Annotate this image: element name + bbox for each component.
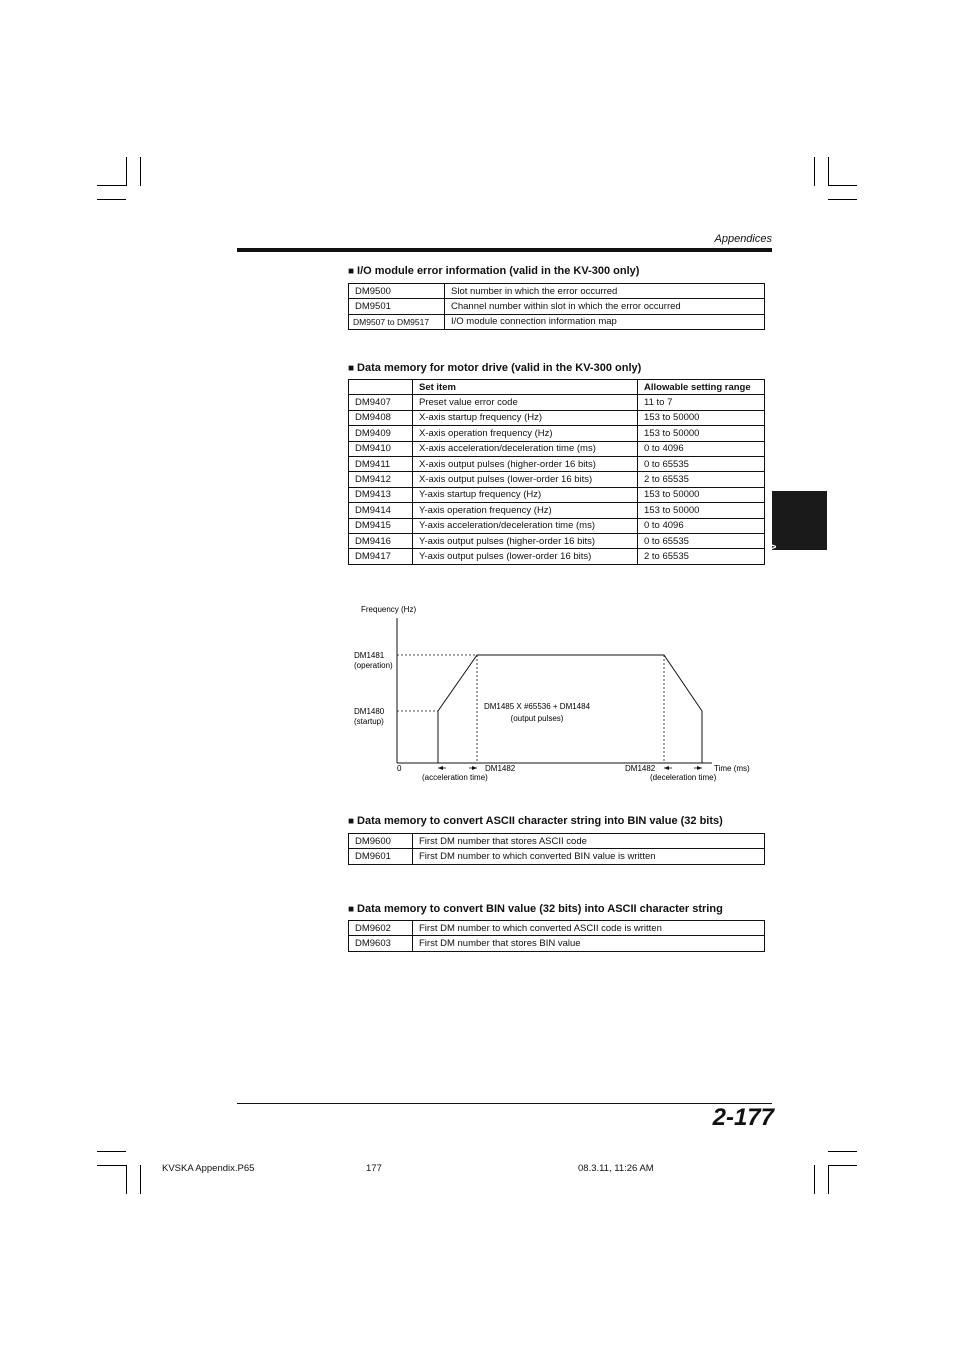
table-cell: Y-axis startup frequency (Hz) bbox=[413, 487, 638, 502]
column-header bbox=[349, 380, 413, 395]
table-row bbox=[349, 299, 765, 314]
io-error-title: I/O module error information (valid in the KV-300 only) bbox=[357, 265, 640, 277]
crop-mark bbox=[97, 1165, 126, 1166]
side-tab-label: Appendices bbox=[766, 543, 778, 603]
table-cell: DM9416 bbox=[349, 533, 413, 548]
y-axis-label: Frequency (Hz) bbox=[361, 605, 417, 614]
table-row bbox=[349, 936, 765, 951]
accel-time-sublabel: (acceleration time) bbox=[422, 773, 488, 782]
decel-time-label: DM1482 bbox=[625, 764, 656, 773]
table-cell: Y-axis output pulses (higher-order 16 bits) bbox=[413, 533, 638, 548]
table-cell: DM9507 to DM9517 bbox=[349, 314, 445, 329]
footer-page: 177 bbox=[366, 1163, 382, 1174]
accel-arrow-left-icon bbox=[438, 766, 446, 770]
ascii-bin-title: Data memory to convert ASCII character string into BIN value (32 bits) bbox=[357, 815, 723, 827]
decel-arrow-right-icon bbox=[694, 766, 702, 770]
section-side-tab bbox=[766, 491, 827, 603]
decel-time-sublabel: (deceleration time) bbox=[650, 773, 717, 782]
footer-timestamp: 08.3.11, 11:26 AM bbox=[578, 1163, 654, 1174]
table-cell: 153 to 50000 bbox=[638, 426, 765, 441]
table-cell: 11 to 7 bbox=[638, 395, 765, 410]
table-cell: DM9407 bbox=[349, 395, 413, 410]
crop-mark bbox=[828, 157, 829, 186]
crop-mark bbox=[814, 1165, 815, 1194]
crop-mark bbox=[126, 157, 127, 186]
table-cell: First DM number to which converted BIN value is written bbox=[413, 849, 765, 864]
table-cell: First DM number that stores BIN value bbox=[413, 936, 765, 951]
crop-mark bbox=[828, 185, 857, 186]
column-header: Set item bbox=[413, 380, 638, 395]
table-cell: 0 to 65535 bbox=[638, 533, 765, 548]
header-rule bbox=[237, 248, 772, 252]
table-cell: DM9417 bbox=[349, 549, 413, 564]
table-cell: Y-axis output pulses (lower-order 16 bits) bbox=[413, 549, 638, 564]
startup-sublabel: (startup) bbox=[354, 717, 384, 726]
io-error-heading bbox=[348, 265, 639, 277]
io-error-table bbox=[348, 283, 765, 330]
decel-arrow-left-icon bbox=[664, 766, 672, 770]
column-header: Allowable setting range bbox=[638, 380, 765, 395]
table-row bbox=[349, 441, 765, 456]
table-row bbox=[349, 533, 765, 548]
operation-sublabel: (operation) bbox=[354, 661, 393, 670]
table-row bbox=[349, 410, 765, 425]
table-cell: 153 to 50000 bbox=[638, 410, 765, 425]
table-row bbox=[349, 395, 765, 410]
crop-mark bbox=[97, 199, 126, 200]
square-bullet-icon: ■ bbox=[348, 816, 355, 827]
operation-label: DM1481 bbox=[354, 651, 385, 660]
square-bullet-icon: ■ bbox=[348, 363, 355, 374]
table-row bbox=[349, 921, 765, 936]
crop-mark bbox=[97, 1151, 126, 1152]
table-cell: First DM number that stores ASCII code bbox=[413, 834, 765, 849]
table-cell: DM9500 bbox=[349, 284, 445, 299]
table-cell: Y-axis acceleration/deceleration time (ms) bbox=[413, 518, 638, 533]
ascii-bin-heading bbox=[348, 815, 723, 827]
table-cell: DM9410 bbox=[349, 441, 413, 456]
bin-ascii-table bbox=[348, 920, 765, 952]
table-cell: X-axis output pulses (lower-order 16 bits) bbox=[413, 472, 638, 487]
table-row bbox=[349, 284, 765, 299]
crop-mark bbox=[828, 1151, 857, 1152]
table-row bbox=[349, 487, 765, 502]
table-cell: 0 to 4096 bbox=[638, 518, 765, 533]
table-cell: Preset value error code bbox=[413, 395, 638, 410]
table-cell: Slot number in which the error occurred bbox=[445, 284, 765, 299]
bin-ascii-heading bbox=[348, 903, 723, 915]
footer-filename: KVSKA Appendix.P65 bbox=[162, 1163, 255, 1174]
accel-time-label: DM1482 bbox=[485, 764, 516, 773]
table-cell: DM9602 bbox=[349, 921, 413, 936]
table-cell: 153 to 50000 bbox=[638, 503, 765, 518]
ascii-bin-table bbox=[348, 833, 765, 865]
accel-arrow-right-icon bbox=[469, 766, 477, 770]
table-cell: DM9603 bbox=[349, 936, 413, 951]
table-cell: DM9501 bbox=[349, 299, 445, 314]
square-bullet-icon: ■ bbox=[348, 266, 355, 277]
startup-label: DM1480 bbox=[354, 707, 385, 716]
crop-mark bbox=[814, 157, 815, 186]
table-row bbox=[349, 472, 765, 487]
table-cell: X-axis operation frequency (Hz) bbox=[413, 426, 638, 441]
crop-mark bbox=[828, 1165, 857, 1166]
output-pulses-formula: DM1485 X #65536 + DM1484 bbox=[483, 702, 591, 711]
motor-title: Data memory for motor drive (valid in the KV-300 only) bbox=[357, 362, 642, 374]
table-cell: X-axis startup frequency (Hz) bbox=[413, 410, 638, 425]
table-row bbox=[349, 426, 765, 441]
x-axis-label: Time (ms) bbox=[714, 764, 750, 773]
table-cell: 0 to 65535 bbox=[638, 456, 765, 471]
square-bullet-icon: ■ bbox=[348, 904, 355, 915]
table-header-row bbox=[349, 380, 765, 395]
table-row bbox=[349, 834, 765, 849]
crop-mark bbox=[828, 1165, 829, 1194]
crop-mark bbox=[126, 1165, 127, 1194]
table-cell: DM9600 bbox=[349, 834, 413, 849]
bin-ascii-title: Data memory to convert BIN value (32 bits) into ASCII character string bbox=[357, 903, 723, 915]
table-cell: DM9412 bbox=[349, 472, 413, 487]
page-number: 2-177 bbox=[712, 1104, 774, 1131]
table-cell: 2 to 65535 bbox=[638, 472, 765, 487]
origin-label: 0 bbox=[397, 764, 402, 773]
output-pulses-label: (output pulses) bbox=[510, 714, 564, 723]
motor-profile-diagram bbox=[340, 598, 760, 788]
table-row bbox=[349, 849, 765, 864]
table-cell: Y-axis operation frequency (Hz) bbox=[413, 503, 638, 518]
table-cell: I/O module connection information map bbox=[445, 314, 765, 329]
table-cell: 0 to 4096 bbox=[638, 441, 765, 456]
table-cell: DM9601 bbox=[349, 849, 413, 864]
table-row bbox=[349, 503, 765, 518]
table-cell: DM9413 bbox=[349, 487, 413, 502]
table-row bbox=[349, 549, 765, 564]
table-cell: DM9414 bbox=[349, 503, 413, 518]
table-row bbox=[349, 314, 765, 329]
table-cell: 2 to 65535 bbox=[638, 549, 765, 564]
running-header: Appendices bbox=[714, 233, 772, 245]
table-cell: DM9408 bbox=[349, 410, 413, 425]
crop-mark bbox=[140, 157, 141, 186]
table-cell: DM9409 bbox=[349, 426, 413, 441]
table-cell: 153 to 50000 bbox=[638, 487, 765, 502]
crop-mark bbox=[140, 1165, 141, 1194]
motor-heading bbox=[348, 362, 641, 374]
table-row bbox=[349, 518, 765, 533]
table-cell: First DM number to which converted ASCII code is written bbox=[413, 921, 765, 936]
table-cell: Channel number within slot in which the error occurred bbox=[445, 299, 765, 314]
table-cell: X-axis output pulses (higher-order 16 bits) bbox=[413, 456, 638, 471]
table-row bbox=[349, 456, 765, 471]
crop-mark bbox=[828, 199, 857, 200]
table-cell: DM9415 bbox=[349, 518, 413, 533]
crop-mark bbox=[97, 185, 126, 186]
motor-table bbox=[348, 379, 765, 565]
table-cell: DM9411 bbox=[349, 456, 413, 471]
table-cell: X-axis acceleration/deceleration time (ms) bbox=[413, 441, 638, 456]
